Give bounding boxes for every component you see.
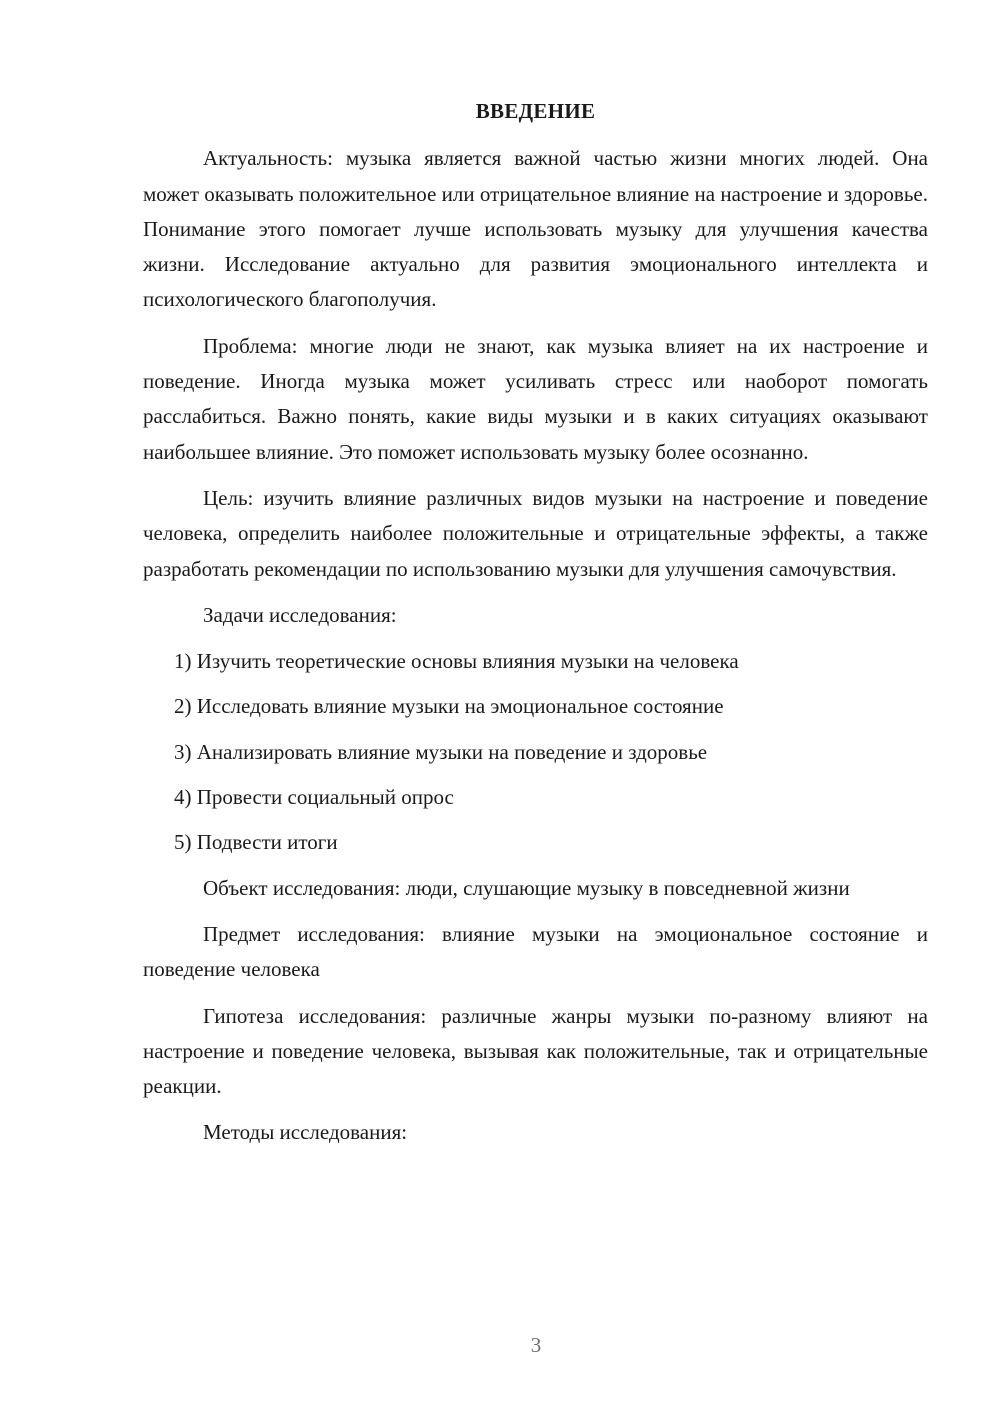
tasks-list <box>143 644 928 860</box>
problem-paragraph: Проблема: многие люди не знают, как музыка влияет на их настроение и поведение. Иногда музыка может усиливать стресс или наоборот помогать расслабиться. Важно понять, какие виды музыки и в каких ситуациях оказывают наибольшее влияние. Это поможет использовать музыку более осознанно. <box>143 333 928 464</box>
task-item: 2) Исследовать влияние музыки на эмоциональное состояние <box>174 694 724 719</box>
page-number: 3 <box>530 1333 542 1357</box>
goal-paragraph: Цель: изучить влияние различных видов музыки на настроение и поведение человека, определить наиболее положительные и отрицательные эффекты, а также разработать рекомендации по использованию музыки для улучшения самочувствия. <box>143 485 928 581</box>
object-paragraph: Объект исследования: люди, слушающие музыку в повседневной жизни <box>203 875 850 900</box>
methods-heading: Методы исследования: <box>203 1120 408 1145</box>
section-title: ВВЕДЕНИЕ <box>475 99 596 123</box>
task-item: 5) Подвести итоги <box>174 830 338 855</box>
task-item: 4) Провести социальный опрос <box>174 785 454 810</box>
hypothesis-paragraph: Гипотеза исследования: различные жанры музыки по-разному влияют на настроение и поведение человека, вызывая как положительные, так и отрицательные реакции. <box>143 1003 928 1099</box>
task-item: 1) Изучить теоретические основы влияния музыки на человека <box>174 649 739 674</box>
relevance-paragraph: Актуальность: музыка является важной частью жизни многих людей. Она может оказывать положительное или отрицательное влияние на настроение и здоровье. Понимание этого помогает лучше использовать музыку для улучшения качества жизни. Исследование актуально для развития эмоционального интеллекта и психологического благополучия. <box>143 146 928 312</box>
document-page <box>143 94 928 1162</box>
tasks-heading: Задачи исследования: <box>203 602 397 627</box>
task-item: 3) Анализировать влияние музыки на поведение и здоровье <box>174 739 708 764</box>
subject-paragraph: Предмет исследования: влияние музыки на эмоциональное состояние и поведение человека <box>143 921 928 982</box>
